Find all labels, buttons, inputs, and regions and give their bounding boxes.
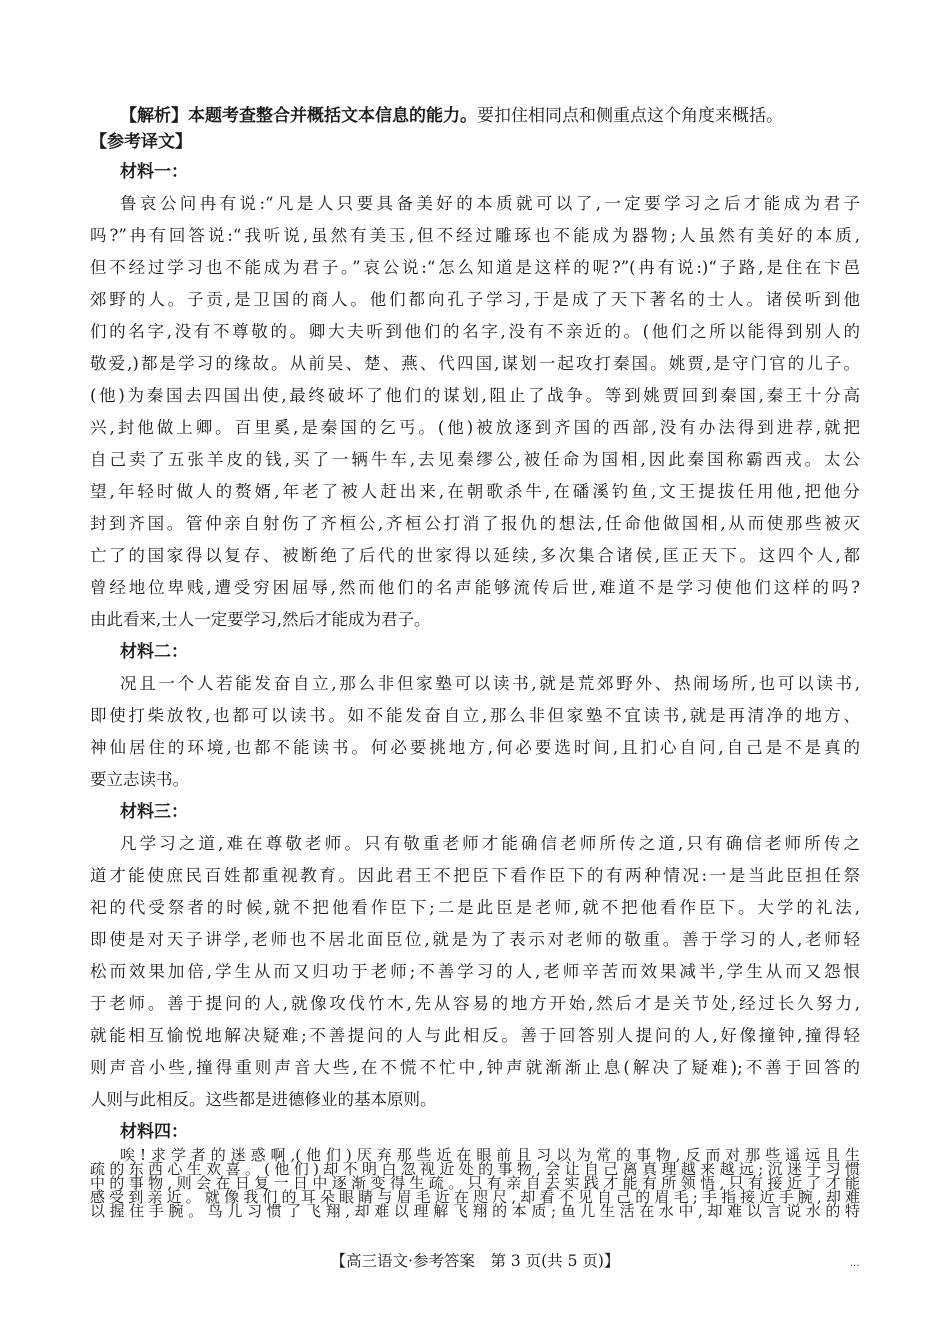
material-1-title: 材料一：	[120, 162, 188, 182]
material-1-line: 但不经过学习也不能成为君子。”哀公说:“怎么知道是这样的呢?”(冉有说:)“子路,是住在卞邑	[90, 258, 860, 277]
material-1-line: 们的名字,没有不尊敬的。卿大夫听到他们的名字,没有不亲近的。(他们之所以能得到别人的	[90, 322, 860, 341]
material-1-line: 敬爱,)都是学习的缘故。从前吴、楚、燕、代四国,谋划一起攻打秦国。姚贾,是守门官的儿子。	[90, 354, 860, 373]
material-1-line: 自己卖了五张羊皮的钱,买了一辆牛车,去见秦缪公,被任命为国相,因此秦国称霸西戎。太公	[90, 450, 860, 469]
material-2-line: 即使打柴放牧,也都可以读书。如不能发奋自立,那么非但家塾不宜读书,就是再清净的地方、	[90, 706, 860, 725]
material-1-line: 封到齐国。管仲亲自射伤了齐桓公,齐桓公打消了报仇的想法,任命他做国相,从而使那些被灭	[90, 514, 860, 533]
material-1-line: (他)为秦国去四国出使,最终破坏了他们的谋划,阻止了战争。等到姚贾回到秦国,秦王十分高	[90, 386, 860, 405]
material-4-line: 中的事物,则会在日复一日中逐渐变得生疏。只有亲自去实践才能有所领悟,只有接近了才能	[90, 1174, 860, 1192]
material-1-line: 曾经地位卑贱,遭受穷困屈辱,然而他们的名声能够流传后世,难道不是学习使他们这样的吗?	[90, 578, 860, 597]
material-2-line: 要立志读书。	[90, 770, 189, 789]
material-3-line: 即使是对天子讲学,老师也不居北面臣位,就是为了表示对老师的敬重。善于学习的人,老师轻	[90, 930, 860, 949]
material-4-title: 材料四：	[120, 1122, 188, 1142]
material-1-line: 亡了的国家得以复存、被断绝了后代的世家得以延续,多次集合诸侯,匡正天下。这四个人,都	[90, 546, 860, 565]
material-3-line: 于老师。善于提问的人,就像攻伐竹木,先从容易的地方开始,然后才是关节处,经过长久努力,	[90, 994, 860, 1013]
material-2-line: 神仙居住的环境,也都不能读书。何必要挑地方,何必要选时间,且扪心自问,自己是不是真的	[90, 738, 860, 757]
material-1-line: 郊野的人。子贡,是卫国的商人。他们都向孔子学习,于是成了天下著名的士人。诸侯听到他	[90, 290, 860, 309]
material-3-line: 则声音小些,撞得重则声音大些,在不慌不忙中,钟声就渐渐止息(解决了疑难);不善于回答的	[90, 1058, 860, 1077]
material-3-line: 道才能使庶民百姓都重视教育。因此君王不把臣下看作臣下的有两种情况:一是当此臣担任祭	[90, 866, 860, 885]
material-4-line: 疏的东西心生欢喜。(他们)却不明白忽视近处的事物,会让自己离真理越来越远;沉迷于习惯	[90, 1160, 860, 1178]
material-3-line: 人则与此相反。这些都是进德修业的基本原则。	[90, 1090, 437, 1109]
material-4-line: 唉!求学者的迷惑啊,(他们)厌弃那些近在眼前且习以为常的事物,反而对那些遥远且生	[120, 1146, 860, 1164]
analysis-text: 要扣住相同点和侧重点这个角度来概括。	[477, 106, 783, 126]
material-1-line: 由此看来,士人一定要学习,然后才能成为君子。	[90, 610, 431, 629]
material-3-title: 材料三：	[120, 802, 188, 822]
material-4-line: 感受到亲近。就像我们的耳朵眼睛与眉毛近在咫尺,却看不见自己的眉毛;手指接近手腕,却难	[90, 1188, 860, 1206]
material-1-line: 兴,封他做上卿。百里奚,是秦国的乞丐。(他)被放逐到齐国的西部,没有办法得到进荐,就把	[90, 418, 860, 437]
material-3-line: 凡学习之道,难在尊敬老师。只有敬重老师才能确信老师所传之道,只有确信老师所传之	[120, 834, 860, 853]
material-1-line: 望,年轻时做人的赘婿,年老了被人赶出来,在朝歌杀牛,在磻溪钓鱼,文王提拔任用他,把他分	[90, 482, 860, 501]
material-1-line: 吗?”冉有回答说:“我听说,虽然有美玉,但不经过雕琢也不能成为器物;人虽然有美好的本质,	[90, 226, 860, 245]
reference-title: 【参考译文】	[90, 132, 192, 152]
page-footer: 【高三语文·参考答案 第 3 页(共 5 页)】	[330, 1252, 620, 1270]
footer-mark: ...	[850, 1258, 860, 1269]
analysis-paragraph	[120, 104, 860, 128]
material-3-line: 松而效果加倍,学生从而又归功于老师;不善学习的人,老师辛苦而效果减半,学生从而又怨恨	[90, 962, 860, 981]
material-4-line: 以握住手腕。鸟儿习惯了飞翔,却难以理解飞翔的本质;鱼儿生活在水中,却难以言说水的特	[90, 1202, 860, 1220]
material-3-line: 就能相互愉悦地解决疑难;不善提问的人与此相反。善于回答别人提问的人,好像撞钟,撞得轻	[90, 1026, 860, 1045]
material-2-line: 况且一个人若能发奋自立,那么非但家塾可以读书,就是荒郊野外、热闹场所,也可以读书,	[120, 674, 860, 693]
material-1-line: 鲁哀公问冉有说:“凡是人只要具备美好的本质就可以了,一定要学习之后才能成为君子	[120, 194, 860, 213]
analysis-label: 【解析】本题考查整合并概括文本信息的能力。	[120, 106, 477, 126]
material-3-line: 祀的代受祭者的时候,就不把他看作臣下;二是此臣是老师,就不把他看作臣下。大学的礼法,	[90, 898, 860, 917]
material-2-title: 材料二：	[120, 642, 188, 662]
